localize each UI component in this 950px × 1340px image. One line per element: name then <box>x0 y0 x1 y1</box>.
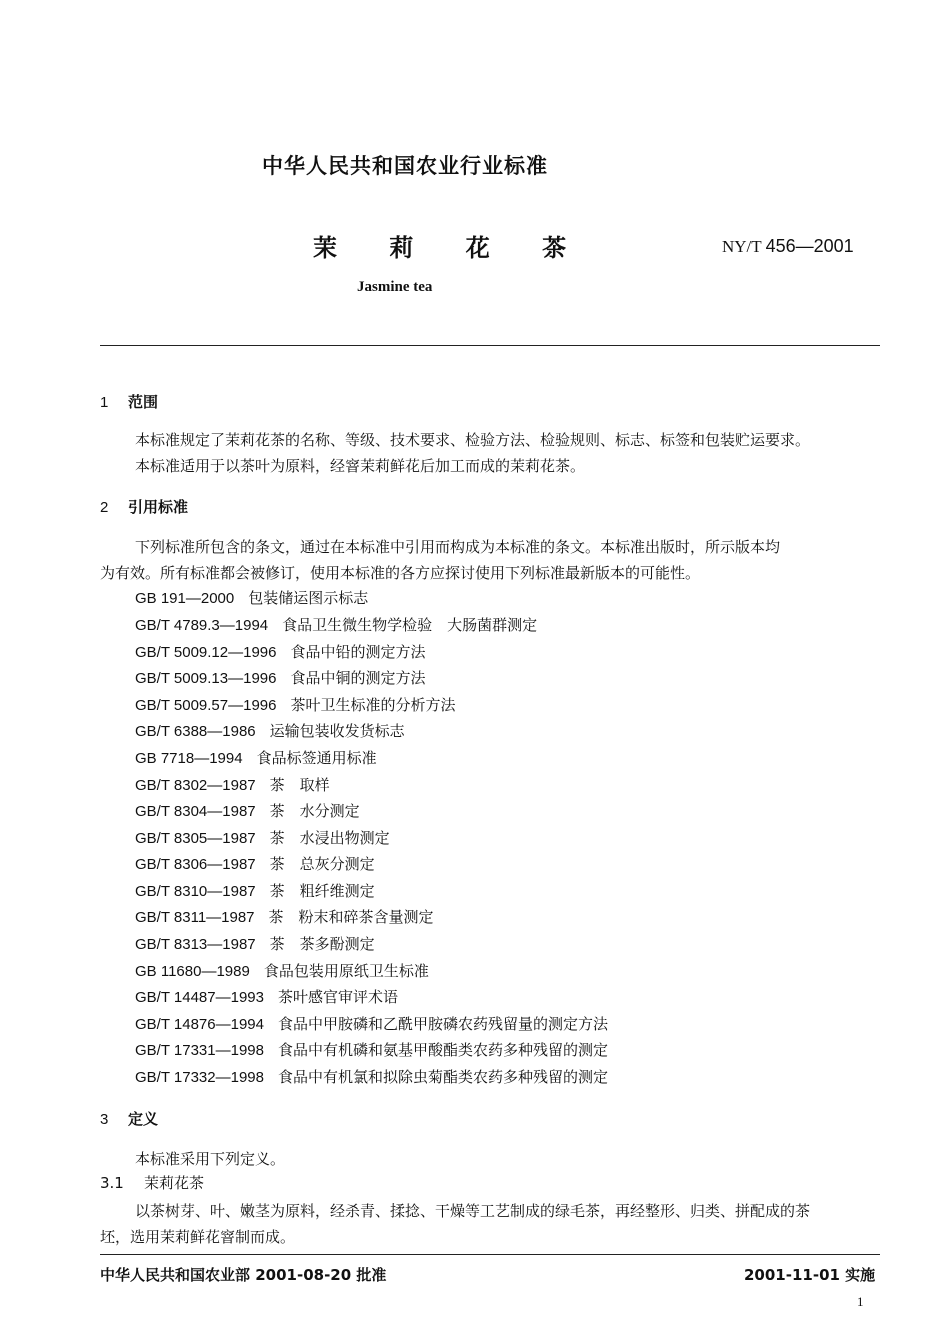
issuing-authority-title: 中华人民共和国农业行业标准 <box>262 154 548 178</box>
reference-item: GB/T 14487—1993 茶叶感官审评术语 <box>135 988 398 1006</box>
reference-item: GB/T 17332—1998 食品中有机氯和拟除虫菊酯类农药多种残留的测定 <box>135 1068 608 1086</box>
reference-item: GB/T 5009.13—1996 食品中铜的测定方法 <box>135 669 426 687</box>
page-number: 1 <box>857 1294 864 1309</box>
standard-number <box>722 236 854 257</box>
section-number: 2 <box>100 499 109 516</box>
reference-item: GB/T 8313—1987 茶 茶多酚测定 <box>135 935 375 953</box>
scope-paragraph-2: 本标准适用于以茶叶为原料，经窨茉莉鲜花后加工而成的茉莉花茶。 <box>135 457 586 475</box>
section-number: 1 <box>100 394 109 411</box>
standard-title: 茉 莉 花 茶 <box>313 234 589 262</box>
english-title: Jasmine tea <box>357 279 433 295</box>
reference-item: GB/T 14876—1994 食品中甲胺磷和乙酰甲胺磷农药残留量的测定方法 <box>135 1015 608 1033</box>
section-3-heading <box>100 1108 158 1129</box>
implementation-date: 2001-11-01 实施 <box>744 1266 876 1284</box>
term-number: 3.1 <box>100 1174 124 1192</box>
reference-item: GB 11680—1989 食品包装用原纸卫生标准 <box>135 962 429 980</box>
reference-item: GB/T 6388—1986 运输包装收发货标志 <box>135 722 405 740</box>
reference-item: GB/T 8311—1987 茶 粉末和碎茶含量测定 <box>135 908 434 926</box>
reference-item: GB/T 8304—1987 茶 水分测定 <box>135 802 360 820</box>
standard-number-value: 456—2001 <box>765 236 854 256</box>
definitions-intro: 本标准采用下列定义。 <box>135 1150 286 1168</box>
references-intro-line-1: 下列标准所包含的条文，通过在本标准中引用而构成为本标准的条文。本标准出版时，所示版本均 <box>135 538 781 556</box>
footer-divider <box>100 1254 880 1255</box>
reference-item: GB/T 8310—1987 茶 粗纤维测定 <box>135 882 375 900</box>
reference-item: GB 191—2000 包装储运图示标志 <box>135 589 369 607</box>
reference-item: GB/T 5009.12—1996 食品中铅的测定方法 <box>135 643 426 661</box>
reference-item: GB/T 5009.57—1996 茶叶卫生标准的分析方法 <box>135 696 456 714</box>
header-divider <box>100 345 880 346</box>
section-2-heading <box>100 496 188 517</box>
approval-statement: 中华人民共和国农业部 2001-08-20 批准 <box>100 1266 387 1284</box>
scope-paragraph-1: 本标准规定了茉莉花茶的名称、等级、技术要求、检验方法、检验规则、标志、标签和包装贮运要求。 <box>135 431 811 449</box>
definition-line-1: 以茶树芽、叶、嫩茎为原料，经杀青、揉捻、干燥等工艺制成的绿毛茶，再经整形、归类、拼配成的茶 <box>135 1202 811 1220</box>
reference-item: GB/T 8302—1987 茶 取样 <box>135 776 330 794</box>
section-title: 定义 <box>128 1110 159 1128</box>
reference-item: GB 7718—1994 食品标签通用标准 <box>135 749 377 767</box>
term-name: 茉莉花茶 <box>144 1174 205 1192</box>
section-title: 引用标准 <box>128 498 189 516</box>
reference-item: GB/T 8305—1987 茶 水浸出物测定 <box>135 829 390 847</box>
reference-item: GB/T 4789.3—1994 食品卫生微生物学检验 大肠菌群测定 <box>135 616 538 634</box>
section-1-heading <box>100 391 158 412</box>
reference-item: GB/T 17331—1998 食品中有机磷和氨基甲酸酯类农药多种残留的测定 <box>135 1041 608 1059</box>
definition-line-2: 坯，选用茉莉鲜花窨制而成。 <box>100 1228 296 1246</box>
term-heading <box>100 1172 204 1193</box>
standard-number-prefix: NY/T <box>722 237 762 256</box>
reference-item: GB/T 8306—1987 茶 总灰分测定 <box>135 855 375 873</box>
references-intro-line-2: 为有效。所有标准都会被修订，使用本标准的各方应探讨使用下列标准最新版本的可能性。 <box>100 564 701 582</box>
section-number: 3 <box>100 1111 109 1128</box>
section-title: 范围 <box>128 393 159 411</box>
